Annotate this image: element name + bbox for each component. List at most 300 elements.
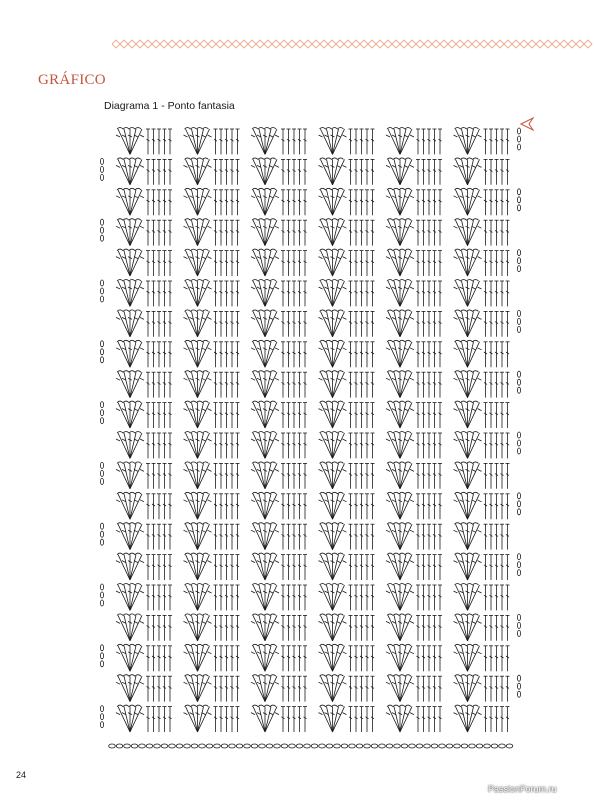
fan-stitch: [116, 340, 144, 367]
chart-row: [116, 553, 521, 580]
double-crochet-group: [281, 190, 307, 215]
fan-stitch: [116, 249, 144, 276]
double-crochet-group: [146, 220, 172, 245]
double-crochet-group: [416, 342, 442, 367]
chart-row: [116, 249, 521, 276]
fan-stitch: [319, 310, 347, 337]
fan-stitch: [184, 553, 212, 580]
border-diamond: [208, 40, 216, 48]
fan-stitch: [251, 371, 279, 398]
double-crochet-group: [281, 372, 307, 397]
turning-chain: [517, 250, 520, 272]
decorative-border: [112, 38, 596, 50]
border-diamond: [256, 40, 264, 48]
fan-stitch: [184, 310, 212, 337]
fan-stitch: [386, 128, 414, 155]
fan-stitch: [454, 432, 482, 459]
double-crochet-group: [146, 281, 172, 306]
fan-stitch: [184, 401, 212, 428]
fan-stitch: [116, 675, 144, 702]
turning-chain: [100, 645, 103, 667]
double-crochet-group: [416, 251, 442, 276]
turning-chain: [100, 706, 103, 728]
double-crochet-group: [214, 190, 240, 215]
double-crochet-group: [146, 615, 172, 640]
border-diamond: [288, 40, 296, 48]
fan-stitch: [319, 614, 347, 641]
fan-stitch: [251, 219, 279, 246]
double-crochet-group: [214, 342, 240, 367]
fan-stitch: [184, 675, 212, 702]
fan-stitch: [454, 553, 482, 580]
fan-stitch: [184, 340, 212, 367]
double-crochet-group: [146, 311, 172, 336]
double-crochet-group: [349, 159, 375, 184]
fan-stitch: [386, 219, 414, 246]
turning-chain: [517, 128, 520, 150]
fan-stitch: [251, 249, 279, 276]
double-crochet-group: [484, 646, 510, 671]
fan-stitch: [386, 310, 414, 337]
double-crochet-group: [416, 220, 442, 245]
double-crochet-group: [281, 433, 307, 458]
double-crochet-group: [484, 159, 510, 184]
double-crochet-group: [416, 524, 442, 549]
double-crochet-group: [214, 433, 240, 458]
fan-stitch: [251, 492, 279, 519]
double-crochet-group: [214, 676, 240, 701]
border-diamond: [392, 40, 400, 48]
double-crochet-group: [416, 311, 442, 336]
fan-stitch: [454, 188, 482, 215]
chart-row: [116, 675, 521, 702]
turning-chain: [100, 584, 103, 606]
double-crochet-group: [484, 463, 510, 488]
border-diamond: [192, 40, 200, 48]
crochet-chart: [98, 112, 538, 752]
fan-stitch: [251, 523, 279, 550]
fan-stitch: [116, 553, 144, 580]
double-crochet-group: [146, 585, 172, 610]
double-crochet-group: [281, 524, 307, 549]
double-crochet-group: [349, 342, 375, 367]
border-diamond: [400, 40, 408, 48]
fan-stitch: [319, 371, 347, 398]
border-diamond: [328, 40, 336, 48]
border-diamond: [544, 40, 552, 48]
fan-stitch: [251, 310, 279, 337]
fan-stitch: [116, 280, 144, 307]
border-diamond: [408, 40, 416, 48]
double-crochet-group: [146, 251, 172, 276]
chart-row: [116, 614, 521, 641]
chart-row: [100, 219, 509, 246]
double-crochet-group: [146, 524, 172, 549]
fan-stitch: [386, 432, 414, 459]
border-diamond: [432, 40, 440, 48]
double-crochet-group: [484, 342, 510, 367]
fan-stitch: [184, 371, 212, 398]
border-diamond: [424, 40, 432, 48]
fan-stitch: [386, 492, 414, 519]
double-crochet-group: [484, 615, 510, 640]
double-crochet-group: [349, 251, 375, 276]
border-diamond: [240, 40, 248, 48]
double-crochet-group: [484, 494, 510, 519]
double-crochet-group: [281, 251, 307, 276]
double-crochet-group: [416, 494, 442, 519]
double-crochet-group: [349, 372, 375, 397]
fan-stitch: [251, 128, 279, 155]
double-crochet-group: [349, 494, 375, 519]
chart-row: [100, 644, 509, 671]
fan-stitch: [116, 705, 144, 732]
border-diamond: [200, 40, 208, 48]
double-crochet-group: [416, 585, 442, 610]
double-crochet-group: [416, 646, 442, 671]
fan-stitch: [386, 158, 414, 185]
double-crochet-group: [214, 372, 240, 397]
fan-stitch: [454, 340, 482, 367]
border-diamond: [480, 40, 488, 48]
border-diamond: [344, 40, 352, 48]
fan-stitch: [454, 675, 482, 702]
border-diamond: [416, 40, 424, 48]
double-crochet-group: [281, 311, 307, 336]
fan-stitch: [319, 401, 347, 428]
fan-stitch: [454, 492, 482, 519]
chart-row: [100, 401, 509, 428]
fan-stitch: [184, 523, 212, 550]
fan-stitch: [454, 584, 482, 611]
border-diamond: [504, 40, 512, 48]
fan-stitch: [454, 310, 482, 337]
fan-stitch: [116, 158, 144, 185]
fan-stitch: [454, 158, 482, 185]
border-diamond: [496, 40, 504, 48]
turning-chain: [100, 462, 103, 484]
double-crochet-group: [146, 342, 172, 367]
border-diamond: [472, 40, 480, 48]
chart-row: [116, 492, 521, 519]
border-diamond: [304, 40, 312, 48]
chart-row: [116, 432, 521, 459]
double-crochet-group: [146, 190, 172, 215]
chart-row: [100, 280, 509, 307]
fan-stitch: [251, 188, 279, 215]
border-diamond: [168, 40, 176, 48]
fan-stitch: [184, 188, 212, 215]
fan-stitch: [454, 523, 482, 550]
double-crochet-group: [484, 281, 510, 306]
double-crochet-group: [146, 403, 172, 428]
double-crochet-group: [416, 463, 442, 488]
double-crochet-group: [281, 342, 307, 367]
border-diamond: [528, 40, 536, 48]
fan-stitch: [454, 128, 482, 155]
end-arrow-icon: [521, 118, 533, 130]
double-crochet-group: [146, 555, 172, 580]
border-diamond: [560, 40, 568, 48]
fan-stitch: [184, 249, 212, 276]
double-crochet-group: [484, 251, 510, 276]
fan-stitch: [386, 249, 414, 276]
turning-chain: [517, 493, 520, 515]
double-crochet-group: [349, 463, 375, 488]
border-diamond: [584, 40, 592, 48]
fan-stitch: [386, 188, 414, 215]
fan-stitch: [116, 219, 144, 246]
turning-chain: [100, 402, 103, 424]
fan-stitch: [184, 614, 212, 641]
double-crochet-group: [214, 555, 240, 580]
fan-stitch: [319, 158, 347, 185]
fan-stitch: [319, 128, 347, 155]
border-diamond: [576, 40, 584, 48]
chart-row: [116, 371, 521, 398]
border-diamond: [376, 40, 384, 48]
double-crochet-group: [146, 463, 172, 488]
fan-stitch: [454, 280, 482, 307]
chart-row: [100, 523, 509, 550]
double-crochet-group: [416, 676, 442, 701]
fan-stitch: [184, 644, 212, 671]
double-crochet-group: [484, 129, 510, 154]
turning-chain: [517, 371, 520, 393]
border-diamond: [512, 40, 520, 48]
double-crochet-group: [281, 707, 307, 732]
double-crochet-group: [484, 707, 510, 732]
double-crochet-group: [281, 281, 307, 306]
fan-stitch: [454, 371, 482, 398]
section-title: GRÁFICO: [38, 72, 106, 88]
double-crochet-group: [281, 129, 307, 154]
double-crochet-group: [349, 585, 375, 610]
border-diamond: [136, 40, 144, 48]
fan-stitch: [184, 158, 212, 185]
turning-chain: [517, 310, 520, 332]
double-crochet-group: [214, 159, 240, 184]
double-crochet-group: [484, 311, 510, 336]
double-crochet-group: [349, 524, 375, 549]
fan-stitch: [319, 280, 347, 307]
border-diamond: [520, 40, 528, 48]
border-diamond: [160, 40, 168, 48]
fan-stitch: [116, 584, 144, 611]
border-diamond: [448, 40, 456, 48]
double-crochet-group: [349, 281, 375, 306]
double-crochet-group: [416, 129, 442, 154]
turning-chain: [517, 675, 520, 697]
double-crochet-group: [484, 524, 510, 549]
double-crochet-group: [416, 372, 442, 397]
fan-stitch: [319, 675, 347, 702]
fan-stitch: [386, 523, 414, 550]
double-crochet-group: [484, 220, 510, 245]
double-crochet-group: [281, 585, 307, 610]
page-number: 24: [16, 770, 27, 780]
fan-stitch: [184, 219, 212, 246]
fan-stitch: [319, 219, 347, 246]
double-crochet-group: [281, 555, 307, 580]
fan-stitch: [251, 462, 279, 489]
border-diamond: [352, 40, 360, 48]
fan-stitch: [319, 188, 347, 215]
fan-stitch: [116, 523, 144, 550]
foundation-chain: [109, 744, 513, 748]
double-crochet-group: [281, 220, 307, 245]
double-crochet-group: [484, 676, 510, 701]
fan-stitch: [251, 401, 279, 428]
fan-stitch: [116, 492, 144, 519]
fan-stitch: [386, 340, 414, 367]
fan-stitch: [251, 675, 279, 702]
border-diamond: [232, 40, 240, 48]
fan-stitch: [386, 371, 414, 398]
fan-stitch: [184, 280, 212, 307]
double-crochet-group: [349, 220, 375, 245]
double-crochet-group: [484, 555, 510, 580]
border-diamond: [184, 40, 192, 48]
turning-chain: [517, 614, 520, 636]
border-diamond: [224, 40, 232, 48]
border-diamond: [216, 40, 224, 48]
fan-stitch: [319, 553, 347, 580]
chart-row: [100, 158, 509, 185]
fan-stitch: [319, 492, 347, 519]
double-crochet-group: [349, 129, 375, 154]
chart-row: [100, 584, 509, 611]
double-crochet-group: [416, 403, 442, 428]
double-crochet-group: [416, 615, 442, 640]
fan-stitch: [251, 644, 279, 671]
double-crochet-group: [214, 615, 240, 640]
border-diamond: [488, 40, 496, 48]
fan-stitch: [184, 128, 212, 155]
turning-chain: [517, 554, 520, 576]
fan-stitch: [116, 614, 144, 641]
turning-chain: [517, 189, 520, 211]
fan-stitch: [184, 705, 212, 732]
double-crochet-group: [146, 707, 172, 732]
fan-stitch: [386, 614, 414, 641]
border-diamond: [464, 40, 472, 48]
fan-stitch: [386, 401, 414, 428]
double-crochet-group: [146, 159, 172, 184]
fan-stitch: [319, 249, 347, 276]
border-diamond: [176, 40, 184, 48]
border-diamond: [280, 40, 288, 48]
border-diamond: [360, 40, 368, 48]
fan-stitch: [454, 644, 482, 671]
double-crochet-group: [214, 463, 240, 488]
fan-stitch: [116, 462, 144, 489]
border-diamond: [144, 40, 152, 48]
border-diamond: [296, 40, 304, 48]
double-crochet-group: [281, 463, 307, 488]
border-diamond: [368, 40, 376, 48]
double-crochet-group: [281, 159, 307, 184]
fan-stitch: [184, 432, 212, 459]
chart-row: [116, 310, 521, 337]
border-diamond: [320, 40, 328, 48]
double-crochet-group: [214, 494, 240, 519]
fan-stitch: [116, 401, 144, 428]
fan-stitch: [386, 675, 414, 702]
fan-stitch: [386, 553, 414, 580]
double-crochet-group: [349, 707, 375, 732]
double-crochet-group: [214, 251, 240, 276]
double-crochet-group: [349, 646, 375, 671]
double-crochet-group: [484, 403, 510, 428]
fan-stitch: [184, 462, 212, 489]
fan-stitch: [319, 432, 347, 459]
fan-stitch: [184, 584, 212, 611]
double-crochet-group: [214, 646, 240, 671]
double-crochet-group: [416, 190, 442, 215]
double-crochet-group: [349, 190, 375, 215]
fan-stitch: [386, 644, 414, 671]
fan-stitch: [251, 158, 279, 185]
fan-stitch: [454, 219, 482, 246]
fan-stitch: [319, 340, 347, 367]
double-crochet-group: [349, 555, 375, 580]
fan-stitch: [386, 705, 414, 732]
double-crochet-group: [484, 190, 510, 215]
border-diamond: [120, 40, 128, 48]
fan-stitch: [319, 584, 347, 611]
double-crochet-group: [214, 220, 240, 245]
fan-stitch: [319, 462, 347, 489]
fan-stitch: [251, 705, 279, 732]
fan-stitch: [251, 340, 279, 367]
double-crochet-group: [146, 676, 172, 701]
double-crochet-group: [349, 615, 375, 640]
border-diamond: [128, 40, 136, 48]
double-crochet-group: [214, 707, 240, 732]
double-crochet-group: [214, 585, 240, 610]
fan-stitch: [319, 523, 347, 550]
double-crochet-group: [484, 585, 510, 610]
turning-chain: [100, 158, 103, 180]
double-crochet-group: [416, 555, 442, 580]
fan-stitch: [386, 280, 414, 307]
double-crochet-group: [281, 403, 307, 428]
double-crochet-group: [214, 311, 240, 336]
double-crochet-group: [281, 615, 307, 640]
fan-stitch: [454, 462, 482, 489]
double-crochet-group: [349, 311, 375, 336]
border-diamond: [248, 40, 256, 48]
border-diamond: [152, 40, 160, 48]
fan-stitch: [386, 584, 414, 611]
border-diamond: [112, 40, 120, 48]
double-crochet-group: [416, 281, 442, 306]
double-crochet-group: [146, 129, 172, 154]
turning-chain: [100, 341, 103, 363]
double-crochet-group: [349, 433, 375, 458]
fan-stitch: [116, 371, 144, 398]
double-crochet-group: [416, 433, 442, 458]
diagram-title: Diagrama 1 - Ponto fantasia: [104, 100, 235, 112]
border-diamond: [272, 40, 280, 48]
double-crochet-group: [484, 372, 510, 397]
fan-stitch: [454, 614, 482, 641]
border-diamond: [568, 40, 576, 48]
fan-stitch: [116, 310, 144, 337]
double-crochet-group: [281, 494, 307, 519]
double-crochet-group: [146, 372, 172, 397]
